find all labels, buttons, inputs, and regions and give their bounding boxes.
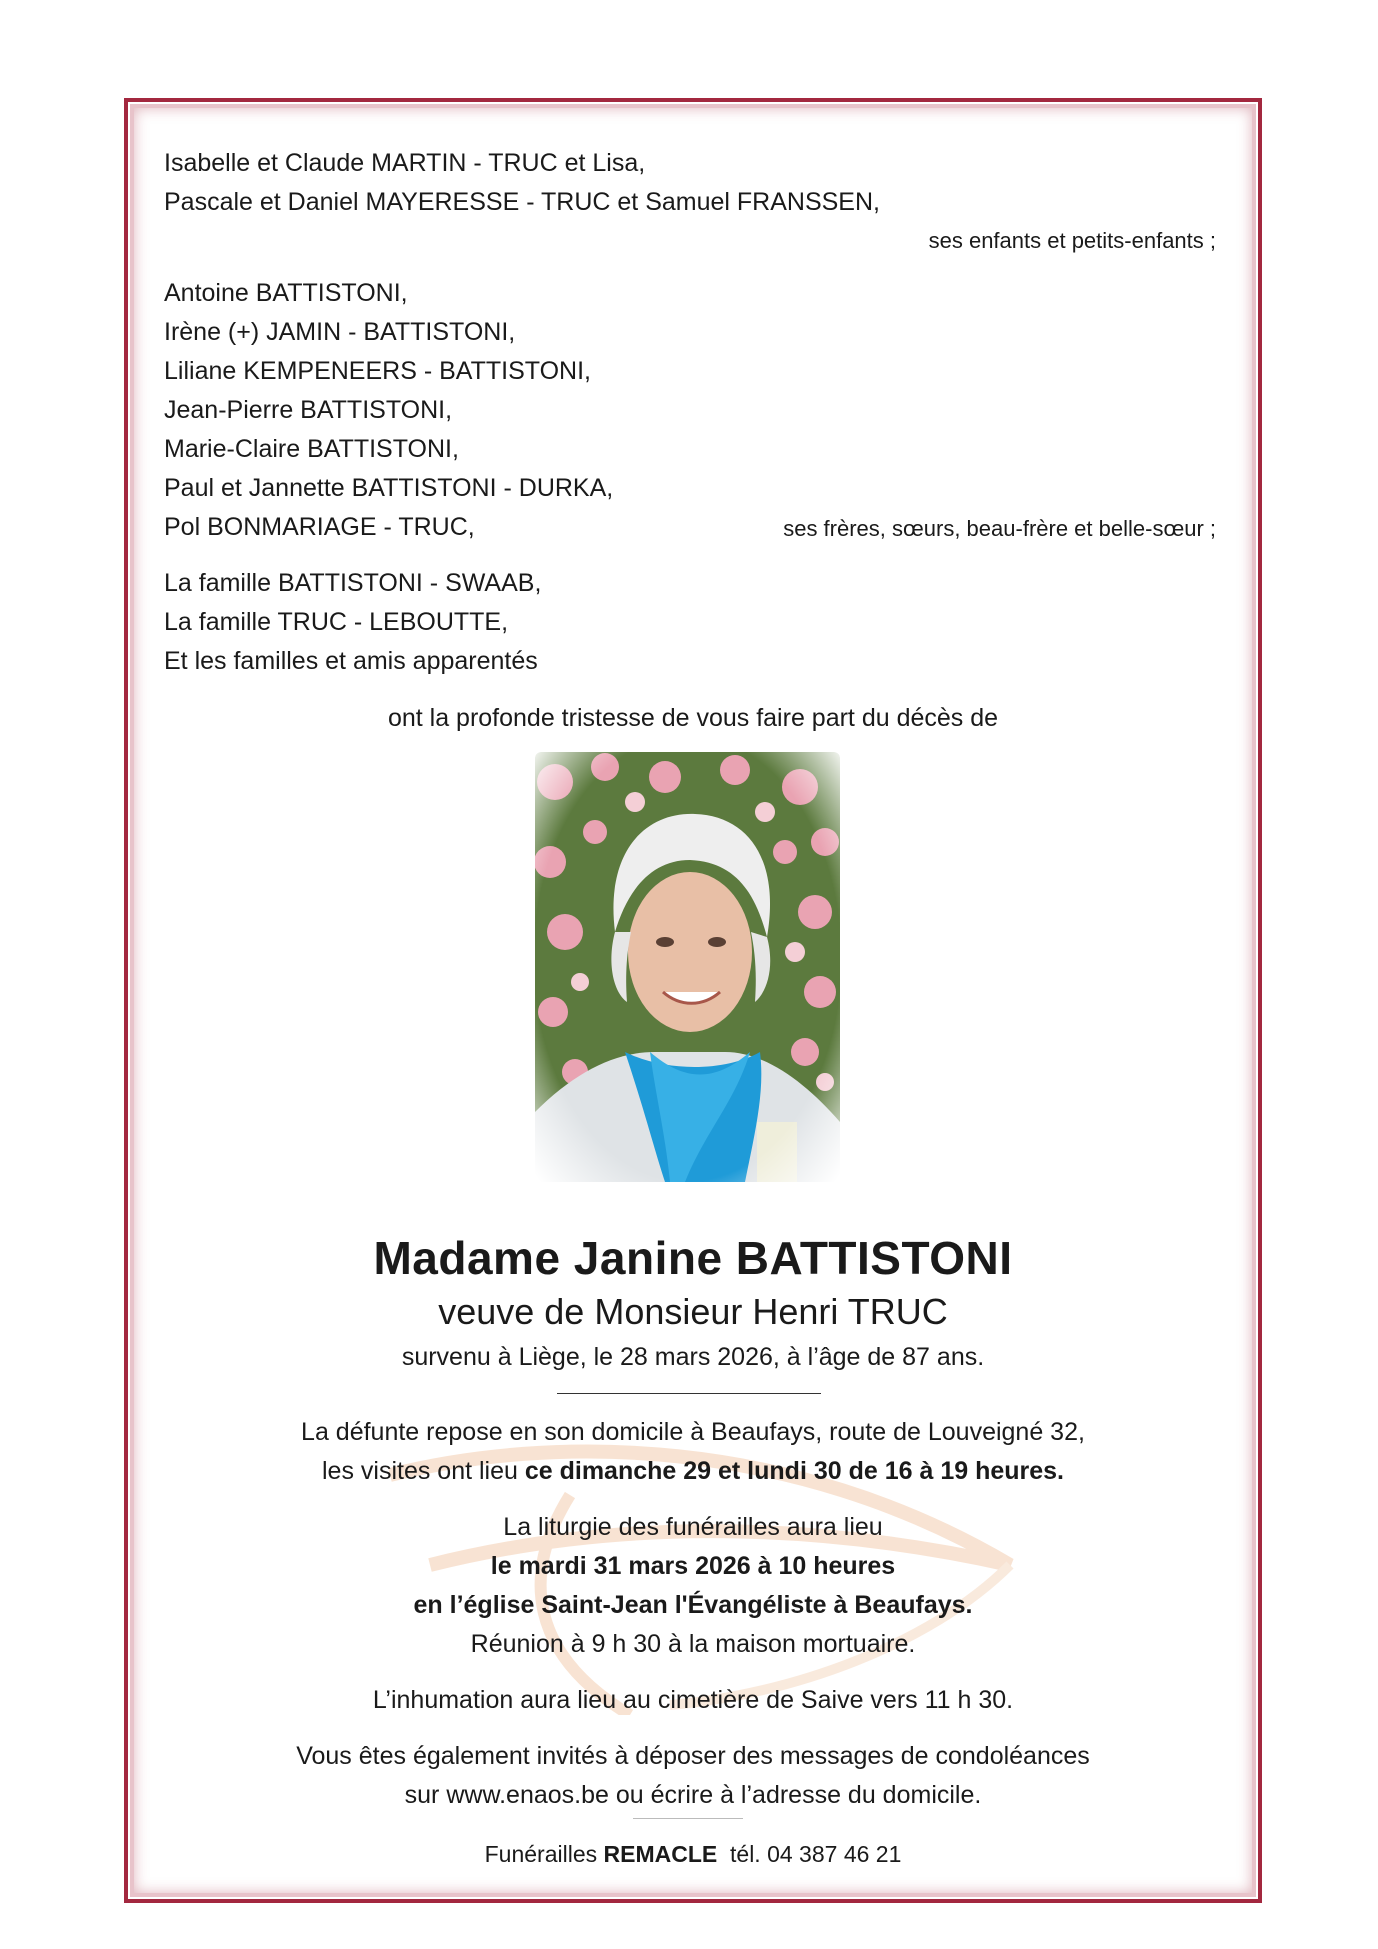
family-line: Liliane KEMPENEERS - BATTISTONI, xyxy=(164,357,591,385)
family-line: Jean-Pierre BATTISTONI, xyxy=(164,396,453,424)
family-line: Marie-Claire BATTISTONI, xyxy=(164,435,459,463)
funeral-date: le mardi 31 mars 2026 à 10 heures xyxy=(490,1552,896,1580)
footer-credit xyxy=(124,1839,1262,1869)
visitation-times: ce dimanche 29 et lundi 30 de 16 à 19 heures. xyxy=(524,1457,1064,1485)
deceased-name: Madame Janine BATTISTONI xyxy=(373,1232,1013,1284)
footer-phone: tél. 04 387 46 21 xyxy=(717,1841,902,1867)
funeral-home-name: REMACLE xyxy=(603,1841,718,1867)
family-line: Irène (+) JAMIN - BATTISTONI, xyxy=(164,318,516,346)
funeral-place: en l’église Saint-Jean l'Évangéliste à Beaufays. xyxy=(413,1591,973,1619)
family-line: La famille TRUC - LEBOUTTE, xyxy=(164,608,509,636)
funeral-meeting: Réunion à 9 h 30 à la maison mortuaire. xyxy=(470,1630,916,1658)
family-line: Paul et Jannette BATTISTONI - DURKA, xyxy=(164,474,614,502)
relation-label: ses enfants et petits-enfants ; xyxy=(928,228,1216,253)
death-info: survenu à Liège, le 28 mars 2026, à l’âge de 87 ans. xyxy=(401,1343,985,1371)
visitation-line-2 xyxy=(124,1456,1262,1486)
family-line: Pol BONMARIAGE - TRUC, xyxy=(164,513,475,541)
visitation-text: les visites ont lieu xyxy=(321,1457,525,1485)
condolences-line-1: Vous êtes également invités à déposer des messages de condoléances xyxy=(296,1742,1090,1770)
family-line: Et les familles et amis apparentés xyxy=(164,647,538,675)
visitation-line-1: La défunte repose en son domicile à Beaufays, route de Louveigné 32, xyxy=(301,1418,1085,1446)
condolences-line-2: sur www.enaos.be ou écrire à l’adresse du domicile. xyxy=(404,1781,982,1809)
footer-prefix: Funérailles xyxy=(484,1841,604,1867)
family-line: Isabelle et Claude MARTIN - TRUC et Lisa, xyxy=(164,149,646,177)
portrait-photo xyxy=(535,752,840,1182)
relation-label: ses frères, sœurs, beau-frère et belle-sœur ; xyxy=(783,516,1216,541)
burial-info: L’inhumation aura lieu au cimetière de Saive vers 11 h 30. xyxy=(372,1686,1014,1714)
family-line: La famille BATTISTONI - SWAAB, xyxy=(164,569,542,597)
family-line: Pascale et Daniel MAYERESSE - TRUC et Samuel FRANSSEN, xyxy=(164,188,880,216)
family-line: Antoine BATTISTONI, xyxy=(164,279,408,307)
funeral-intro: La liturgie des funérailles aura lieu xyxy=(503,1513,883,1541)
deceased-spouse: veuve de Monsieur Henri TRUC xyxy=(438,1291,948,1332)
separator-line xyxy=(557,1393,821,1394)
announcement-text: ont la profonde tristesse de vous faire part du décès de xyxy=(387,704,999,732)
footer-separator xyxy=(633,1818,743,1819)
